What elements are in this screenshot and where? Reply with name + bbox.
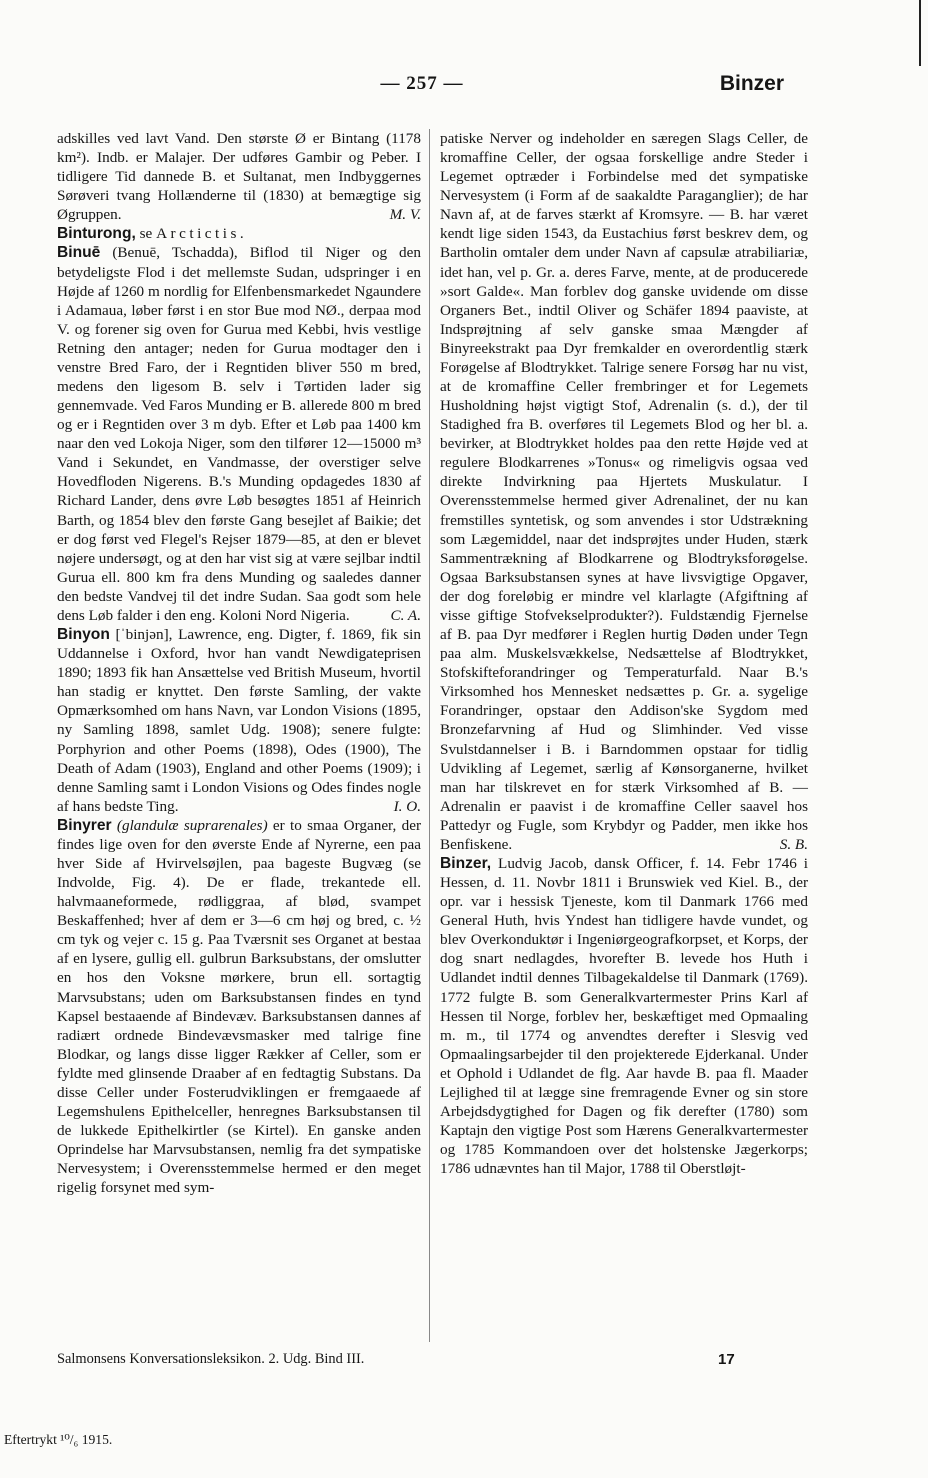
page-number: — 257 — — [380, 73, 464, 94]
reprint-notice — [4, 1432, 112, 1448]
publication-footer: Salmonsens Konversationsleksikon. 2. Udg. Bind III. — [57, 1351, 365, 1367]
entry-text: (Benuē, Tschadda), Biflod til Niger og den betydeligste Flod i det mellemste Sudan, udspringer i en Højde af 1260 m nordlig for Elfenbensmarkedet Ngaundere i Adamaua, løber først i en stor Bue mod NØ., derpaa mod V. og forener sig oven for Gurua med Kebbi, hvis vestlige Retning den antager; neden for Gurua modtager den i venstre Bred Faro, der i Regntiden bliver 550 m bred, medens den ligesom B. selv i Tørtiden lader sig gennemvade. Ved Faros Munding er B. allerede 800 m bred og er i Regntiden over 3 m dyb. Efter et Løb paa 1400 km naar den ved Lokoja Niger, som den tilfører 12—15000 m³ Vand i Sekundet, en Vandmasse, der overstiger selve Hovedfloden Nigerens. B.'s Munding opdagedes 1830 af Richard Lander, dens øvre Løb besøgtes 1851 af Heinrich Barth, og 1854 blev den første Gang besejlet af Baikie; det er dog først ved Flegel's Rejser 1879—85, at den er blevet nøjere undersøgt, og at den har vist sig at være sejlbar indtil Gurua ell. 800 km fra dens Munding og saaledes danner den bedste Vandvej til det indre Sudan. Saa godt som hele dens Løb falder i den eng. Koloni Nord Nigeria. — [57, 244, 421, 624]
entry-text: patiske Nerver og indeholder en særegen Slags Celler, de kromaffine Celler, der ogsaa forskellige andre Steder i Legemet optræder i Forbindelse med det sympatiske Nervesystem (i Form af de saakaldte Paraganglier); de har Navn af, at de farves stærkt af Kromsyre. — B. har været kendt lige siden 1543, da Eustachius først beskrev dem, og Bartholin omtaler dem under Navn af capsulæ atrabiliariæ, idet han, vel p. Gr. a. deres Farve, mente, at de producerede »sort Galde«. Man forblev dog ganske uvidende om disse Organers Bet., indtil Oliver og Schäfer 1894 paaviste, at Indsprøjtning af selv ganske smaa Mængder af Binyreekstrakt paa Dyr fremkalder en overordentlig stærk Forøgelse af Blodtrykket. Talrige senere Forsøg har nu vist, at de kromaffine Celler frembringer et for Legemets Husholdning højst vigtigt Stof, Adrenalin (s. d.), der til Stadighed fra B. overføres til Legemets Blod og her bl. a. bevirker, at Blodtrykket holdes paa den rette Højde ved at regulere Blodkarrenes »Tonus« og rimeligvis ogsaa ved direkte Indvirkning paa Hjertets Muskulatur. I Overensstemmelse hermed giver Adrenalinet, der nu kan fremstilles syntetisk, og som anvendes i stor Udstrækning som Lægemiddel, naar det indsprøjtes under Huden, stærk Sammentrækning af Blodkarrene og Blodtryksforøgelse. Ogsaa Barksubstansen synes at have livsvigtige Opgaver, der dog foreløbig er mindre vel klarlagte (Afgiftning af visse giftige Stofvekselprodukter?). Fuldstændig Fjernelse af B. paa Dyr medfører i Reglen hurtig Døden under Tegn paa alm. Muskelsvækkelse, Nedsættelse af Blodtrykket, Stofskifteforandringer og Temperaturfald. Naar B.'s Virksomhed hos Mennesket nedsættes p. Gr. a. sygelige Forandringer, opstaar den Addison'ske Sygdom med Bronzefarvning af Hud og Slimhinder. Ved visse Svulstdannelser i B. i Barndommen opstaar for tidlig Udvikling af Legemet, særlig af Kønsorganerne, hvilket man har tilskrevet en for stærk Virksomhed af B. — Adrenalin er paavist i de kromaffine Celler saavel hos Pattedyr og Fugle, som Krybdyr og Padder, men ikke hos Benfiskene. — [440, 130, 808, 853]
reprint-date: ¹⁰/₆ 1915. — [60, 1432, 113, 1447]
entry-lemma: Binturong, — [57, 225, 136, 243]
column-divider — [429, 129, 430, 1342]
right-column — [440, 129, 808, 1178]
entry-lemma: Binuē — [57, 244, 101, 262]
entry-binue — [57, 243, 421, 625]
entry-text: er to smaa Organer, der findes lige oven for den øverste Ende af Nyrerne, een paa hver Side af Hvirvelsøjlen, paa bageste Bugvæg (se Indvolde, Fig. 4). De er flade, trekantede ell. halvmaaneformede, rødliggraa, af blød, svampet Beskaffenhed; hver af dem er 3—6 cm høj og bred, c. ½ cm tyk og vejer c. 15 g. Paa Tværsnit ses Organet at bestaa af en lysere, gullig ell. gulbrun Barksubstans, der omslutter en hos den Voksne mørkere, brun ell. sortagtig Marvsubstans; uden om Barksubstansen findes en tynd Kapsel bestaaende af Bindevæv. Barksubstansen dannes af radiært ordnede Bindevævsmasker med talrige fine Blodkar, og langs disse ligger Rækker af Celler, som er fyldte med glinsende Draaber af en fedtagtig Substans. Da disse Celler under Fosterudviklingen er fremgaaede af Legemshulens Epithelceller, henregnes Barksubstansen til de lukkede Epithelkirtler (se Kirtel). En ganske anden Oprindelse har Marvsubstansen, nemlig fra det sympatiske Nervesystem; i Overensstemmelse hermed er den meget rigelig forsynet med sym- — [57, 816, 421, 1197]
author-initials: I. O. — [393, 797, 421, 815]
entry-bintang-continuation — [57, 129, 421, 224]
reprint-label: Eftertrykt — [4, 1432, 61, 1447]
author-initials: C. A. — [390, 606, 421, 624]
entry-binturong — [57, 224, 421, 243]
running-head: Binzer — [719, 72, 784, 95]
author-initials: M. V. — [389, 206, 421, 224]
entry-binzer — [440, 854, 808, 1178]
entry-binyrer-continuation — [440, 129, 808, 854]
entry-binyon — [57, 625, 421, 816]
left-column — [57, 129, 421, 1197]
entry-text: adskilles ved lavt Vand. Den største Ø er Bintang (1178 km²). Indb. er Malajer. Der udføres Gambir og Peber. I tidligere Tid dannede B. et Sultanat, men Indbyggernes Sørøveri tvang Hollænderne til (1830) at bemægtige sig Øgruppen. — [57, 130, 421, 224]
entry-text: Ludvig Jacob, dansk Officer, f. 14. Febr 1746 i Hessen, d. 11. Novbr 1811 i Brunswiek ved Kiel. B., der opr. var i hessisk Tjeneste, kom til Danmark 1766 med General Huth, hvis Yndest han tidligere havde vundet, og blev Overkonduktør i Ingeniørgeografkorpset, et Korps, der dog snart nedlagdes, hvorefter B. levede hos Huth i Udlandet indtil dennes Tilbagekaldelse til Danmark (1769). 1772 fulgte B. som Generalkvartermester Prins Karl af Hessen til Norge, forblev her, beskæftiget med Opmaaling m. m., til 1774 og anvendtes derefter i Slesvig ved Opmaalingsarbejder til den projekterede Ejderkanal. Under et Ophold i Udlandet de flg. Aar havde B. paa fl. Maader Lejlighed til at lægge sine fremragende Evner og sin store Arbejdsdygtighed for Dagen og fik derefter (1780) som Kaptajn den vigtige Post som Hærens Generalkvartermester og 1785 Kommandoen over det holstenske Jægerkorps; 1786 udnævntes han til Major, 1788 til Oberstløjt- — [440, 854, 808, 1178]
sheet-number: 17 — [718, 1351, 735, 1368]
entry-text: [ˈbinjən], Lawrence, eng. Digter, f. 1869, fik sin Uddannelse i Oxford, hvor han vandt Newdigateprisen 1890; 1893 fik han Ansættelse ved British Museum, hvortil han stadig er knyttet. Den første Samling, der vakte Opmærksomhed om hans Navn, var London Visions (1895, ny Samling 1898, samlet Udg. 1908); senere fulgte: Porphyrion and other Poems (1898), Odes (1900), The Death of Adam (1903), England and other Poems (1909); i denne Samling samt i London Visions og Odes findes nogle af hans bedste Ting. — [57, 626, 421, 815]
page-edge-rule — [919, 0, 921, 66]
latin-term: (glandulæ suprarenales) — [116, 816, 268, 834]
cross-reference: Arctictis. — [156, 225, 248, 243]
entry-lemma: Binzer, — [440, 854, 492, 872]
entry-lemma: Binyrer — [57, 816, 112, 834]
entry-text: se — [135, 225, 157, 243]
entry-lemma: Binyon — [57, 626, 110, 644]
entry-binyrer — [57, 816, 421, 1198]
author-initials: S. B. — [779, 835, 808, 853]
